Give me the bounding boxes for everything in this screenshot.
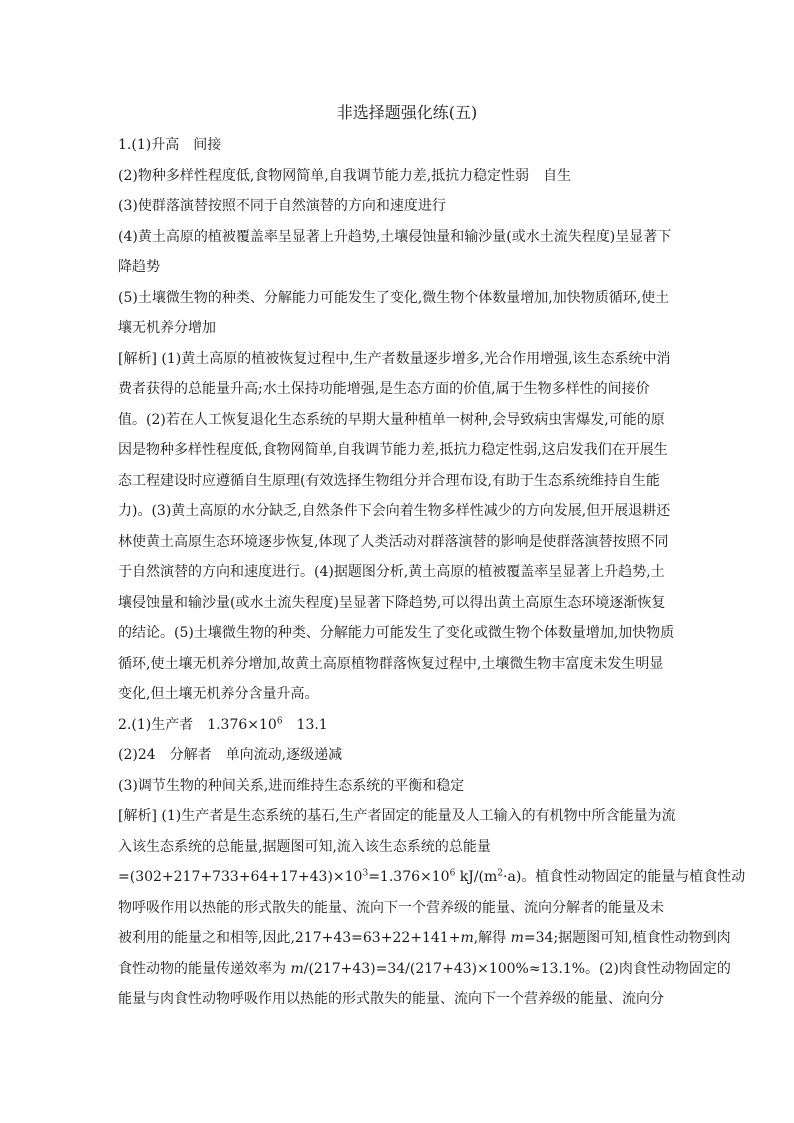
exponent: 3 [362,868,369,879]
explanation-1-line-6: 力)。(3)黄土高原的水分缺乏,自然条件下会向着生物多样性减少的方向发展,但开展退耕还 [118,503,671,519]
answer-1-5-line-1: (5)土壤微生物的种类、分解能力可能发生了变化,微生物个体数量增加,加快物质循环,使土 [118,289,670,306]
explanation-1-line-1: [解析] (1)黄土高原的植被恢复过程中,生产者数量逐步增多,光合作用增强,该生态系统中消 [118,350,671,367]
explanation-2-line-6 [118,954,731,985]
answer-2-1 [118,710,676,741]
answer-1-5-line-2: 壤无机养分增加 [118,320,216,336]
explanation-1-line-3: 值。(2)若在人工恢复退化生态系统的早期大量种植单一树种,会导致病虫害爆发,可能的原 [118,411,665,428]
exponent: 6 [449,868,456,879]
explanation-1-line-11: 循环,使土壤无机养分增加,故黄土高原植物群落恢复过程中,土壤微生物丰富度未发生明显 [118,655,664,672]
explanation-2-line-4: 物呼吸作用以热能的形式散失的能量、流向下一个营养级的能量、流向分解者的能量及未 [118,899,664,916]
explanation-1-line-2: 费者获得的总能量升高;水土保持功能增强,是生态方面的价值,属于生物多样性的间接价 [118,381,650,397]
answer-2-3: (3)调节生物的种间关系,进而维持生态系统的平衡和稳定 [118,777,465,794]
text-part: ,解得 [473,930,511,946]
formula-unit: kJ/(m [455,869,498,885]
formula-part: =1.376×10 [368,869,450,885]
text-part: =34;据题图可知,植食性动物到肉 [523,930,731,946]
explanation-2-line-5 [118,923,731,954]
text-part: 被利用的能量之和相等,因此,217+43=63+22+141+ [118,930,461,946]
text-part: /(217+43)=34/(217+43)×100%≈13.1%。(2)肉食性动物固定的 [303,960,731,977]
text-part: 食性动物的能量传递效率为 [118,960,291,977]
answer-2-1-value: 13.1 [282,716,328,733]
explanation-2-line-1: [解析] (1)生产者是生态系统的基石,生产者固定的能量及人工输入的有机物中所含能量为流 [118,808,676,824]
answer-1-2: (2)物种多样性程度低,食物网简单,自我调节能力差,抵抗力稳定性弱 自生 [118,167,572,184]
explanation-1-line-12: 变化,但土壤无机养分含量升高。 [118,686,319,702]
explanation-1-line-5: 态工程建设时应遵循自生原理(有效选择生物组分并合理布设,有助于生态系统维持自生能 [118,472,660,489]
explanation-1-line-4: 因是物种多样性程度低,食物网简单,自我调节能力差,抵抗力稳定性弱,这启发我们在开展生 [118,442,668,458]
formula-part: ·a)。植食性动物固定的能量与植食性动 [503,869,746,885]
answer-1-4-line-1: (4)黄土高原的植被覆盖率呈显著上升趋势,土壤侵蚀量和输沙量(或水土流失程度)呈显著下 [118,228,672,245]
exponent: 2 [497,868,504,879]
answer-1-4-line-2: 降趋势 [118,259,160,275]
explanation-2-line-7: 能量与肉食性动物呼吸作用以热能的形式散失的能量、流向下一个营养级的能量、流向分 [118,991,664,1007]
answer-1-1: 1.(1)升高 间接 [118,137,222,153]
variable-m: m [290,960,304,977]
explanation-1-line-7: 林使黄土高原生态环境逐步恢复,体现了人类活动对群落演替的影响是使群落演替按照不同 [118,533,669,550]
page-title: 非选择题强化练(五) [336,103,478,122]
document-page [118,96,746,1015]
exponent: 6 [276,715,283,726]
explanation-1-line-9: 壤侵蚀量和输沙量(或水土流失程度)呈显著下降趋势,可以得出黄土高原生态环境逐渐恢复 [118,594,666,611]
explanation-1-line-8: 于自然演替的方向和速度进行。(4)据题图分析,黄土高原的植被覆盖率呈显著上升趋势,土 [118,564,665,580]
explanation-2-formula [118,862,746,893]
explanation-2-line-2: 入该生态系统的总能量,据题图可知,流入该生态系统的总能量 [118,838,491,855]
explanation-1-line-10: 的结论。(5)土壤微生物的种类、分解能力可能发生了变化或微生物个体数量增加,加快物质 [118,625,675,641]
answer-2-1-text: 2.(1)生产者 1.376×10 [118,716,277,733]
variable-m: m [510,930,524,946]
variable-m: m [460,930,474,946]
answer-2-2: (2)24 分解者 单向流动,逐级递减 [118,747,343,763]
answer-1-3: (3)使群落演替按照不同于自然演替的方向和速度进行 [118,198,446,214]
formula-part: =(302+217+733+64+17+43)×10 [118,869,363,885]
